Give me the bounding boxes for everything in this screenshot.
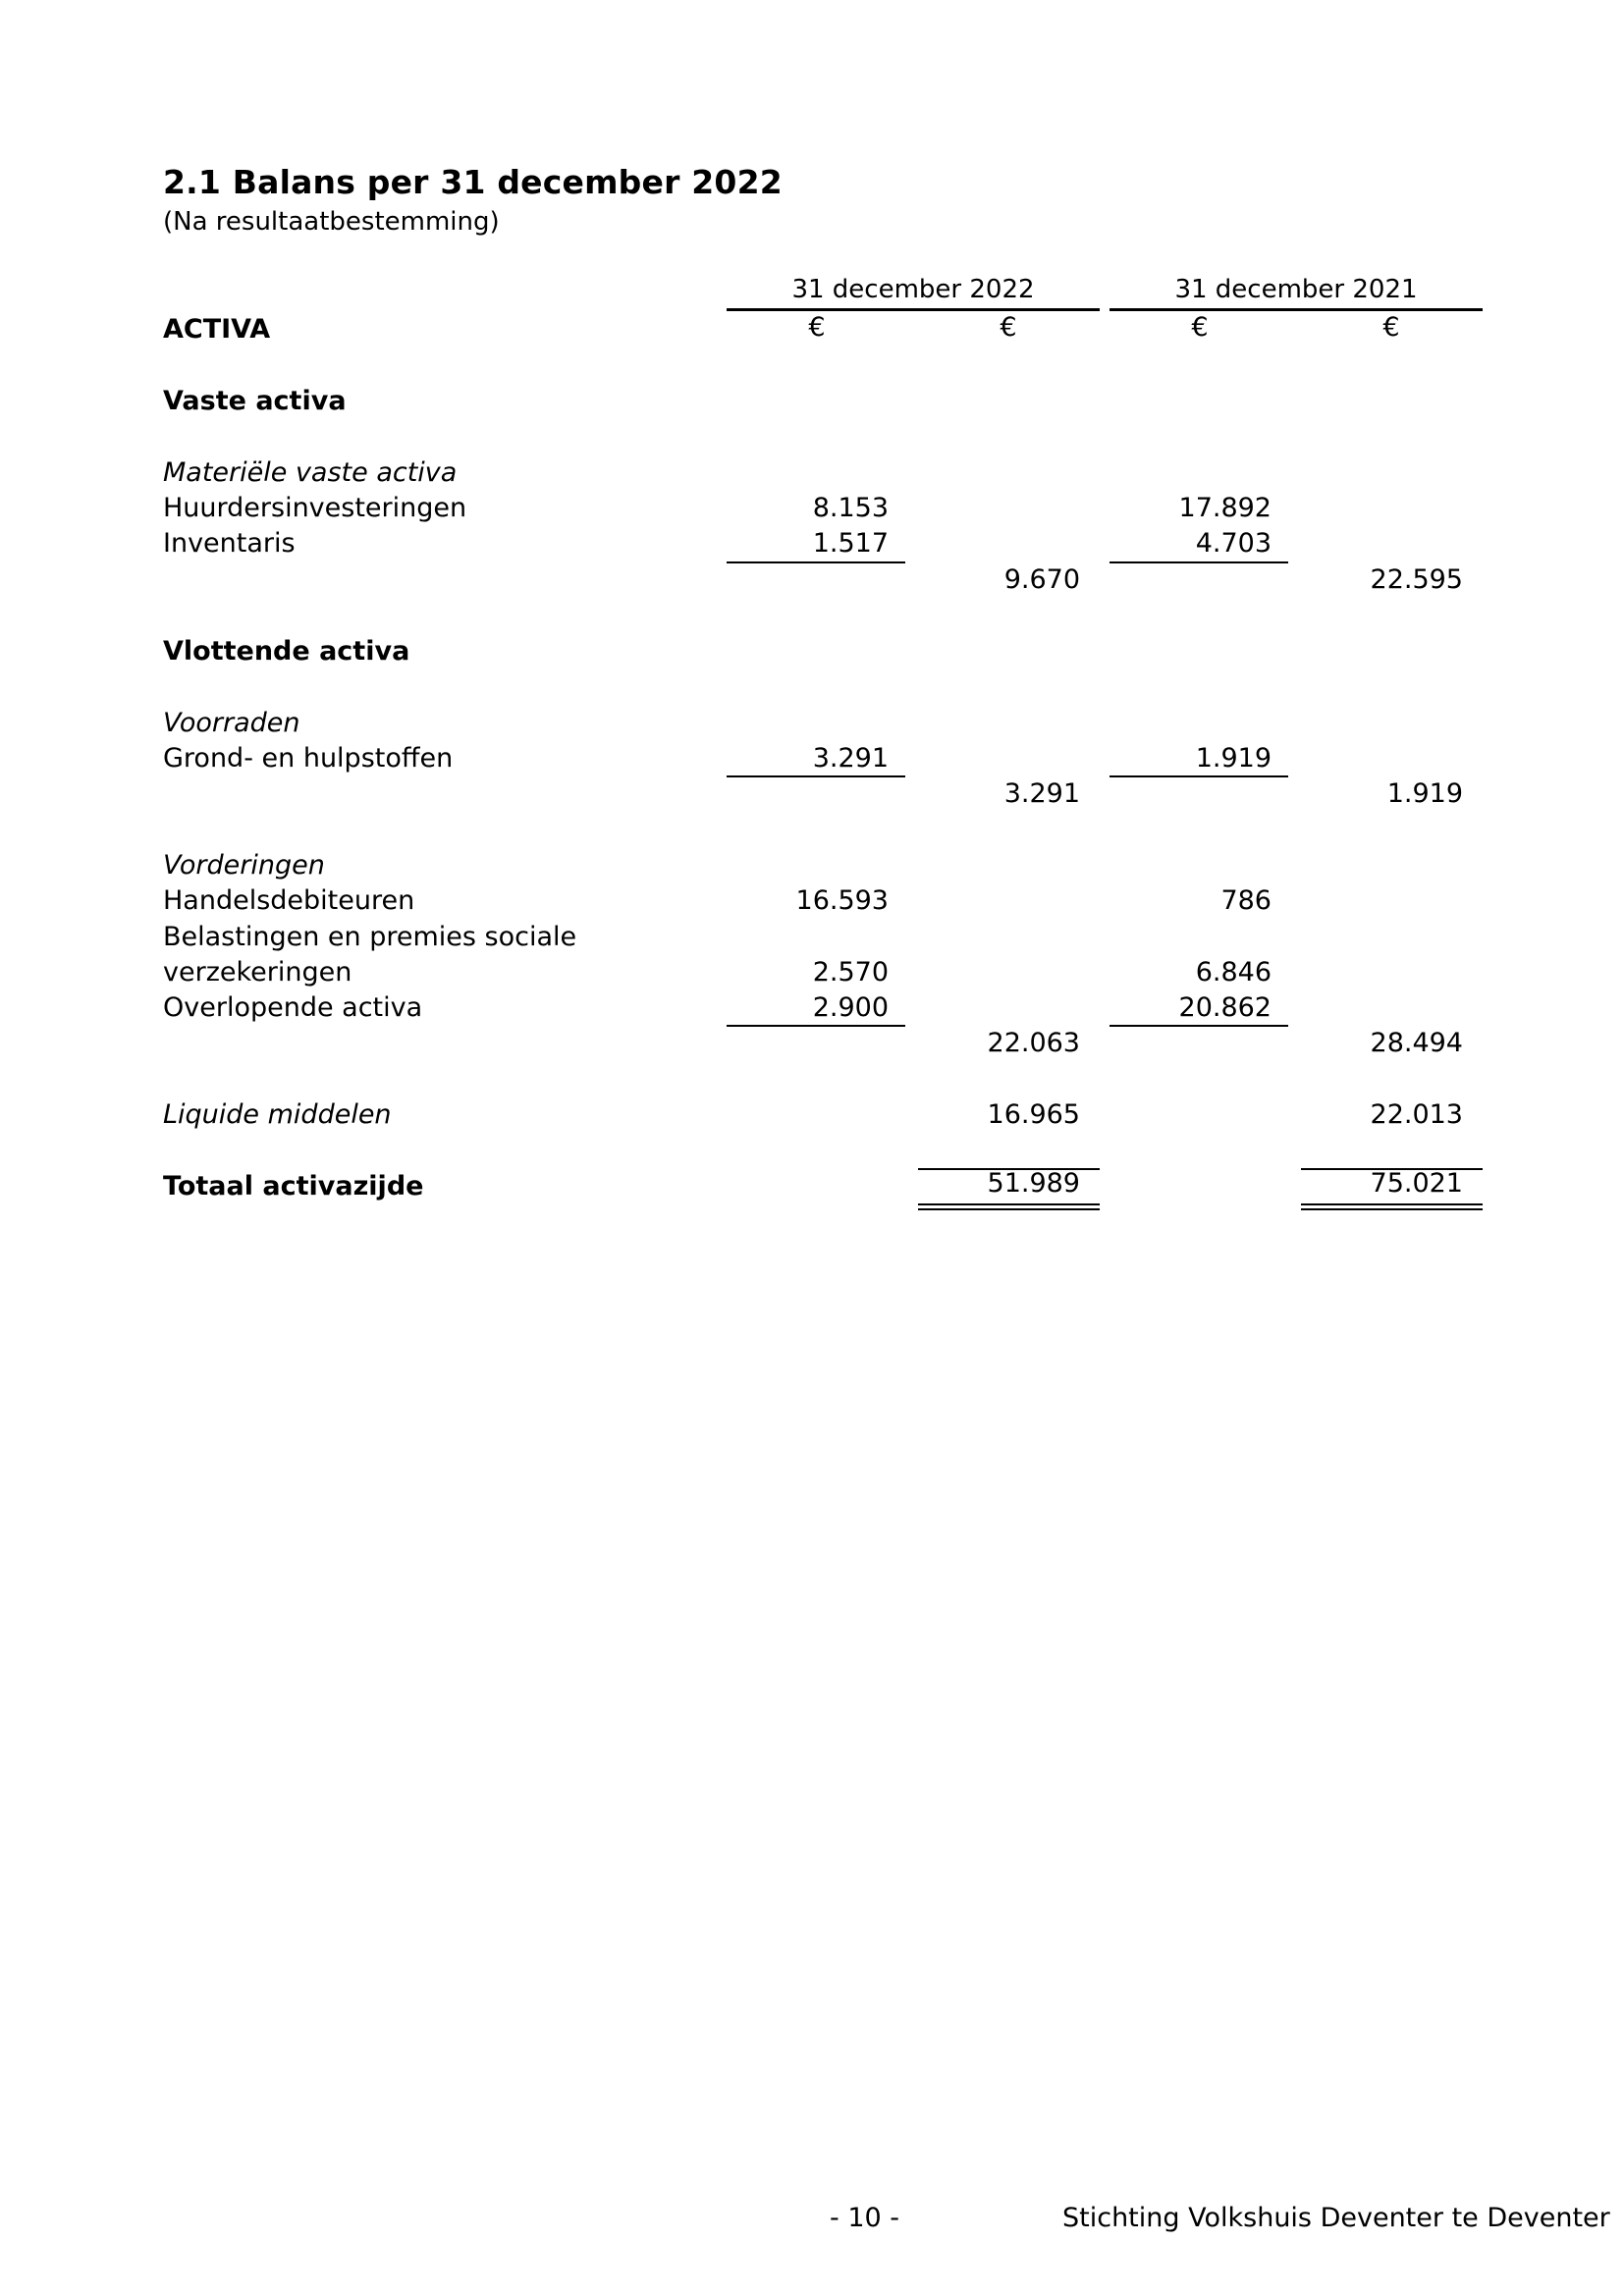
subtotal-value: 22.595 xyxy=(1370,564,1463,595)
subtotal-rule xyxy=(1110,561,1288,563)
currency-col2: € xyxy=(1000,312,1017,343)
row-label: Inventaris xyxy=(163,528,296,559)
page-subtitle: (Na resultaatbestemming) xyxy=(163,207,500,237)
value-cell: 16.965 xyxy=(987,1099,1080,1130)
subtotal-rule xyxy=(1110,775,1288,777)
value-cell: 1.517 xyxy=(812,528,889,559)
footer-organization: Stichting Volkshuis Deventer te Deventer xyxy=(1062,2203,1610,2233)
section-vlottende-activa: Vlottende activa xyxy=(163,636,410,667)
value-cell: 4.703 xyxy=(1195,528,1272,559)
value-cell: 17.892 xyxy=(1178,493,1272,523)
period-underline-2022 xyxy=(727,308,1100,311)
value-cell: 20.862 xyxy=(1178,992,1272,1023)
subtotal-value: 28.494 xyxy=(1370,1028,1463,1058)
value-cell: 16.593 xyxy=(795,885,889,916)
page-number: - 10 - xyxy=(830,2203,900,2233)
subsection-voorraden: Voorraden xyxy=(163,708,300,738)
subsection-materiele: Materiële vaste activa xyxy=(163,457,458,488)
value-cell: 6.846 xyxy=(1195,957,1272,988)
row-label: Grond- en hulpstoffen xyxy=(163,743,454,774)
value-cell: 3.291 xyxy=(812,743,889,774)
currency-col4: € xyxy=(1382,312,1400,343)
value-cell: 786 xyxy=(1220,885,1272,916)
subtotal-rule xyxy=(727,561,905,563)
page-title: 2.1 Balans per 31 december 2022 xyxy=(163,163,783,201)
row-label: Handelsdebiteuren xyxy=(163,885,415,916)
activa-label: ACTIVA xyxy=(163,314,271,345)
subtotal-rule xyxy=(1110,1025,1288,1027)
subtotal-value: 9.670 xyxy=(1003,564,1080,595)
value-cell: 8.153 xyxy=(812,493,889,523)
subtotal-rule xyxy=(727,775,905,777)
subtotal-value: 1.919 xyxy=(1386,778,1463,809)
section-vaste-activa: Vaste activa xyxy=(163,386,347,416)
value-cell: 22.013 xyxy=(1370,1099,1463,1130)
row-label-liquide: Liquide middelen xyxy=(163,1099,392,1130)
row-label-line1: Belastingen en premies sociale xyxy=(163,922,577,952)
total-value: 75.021 xyxy=(1370,1168,1463,1199)
currency-col3: € xyxy=(1191,312,1209,343)
subtotal-value: 3.291 xyxy=(1003,778,1080,809)
row-label: Huurdersinvesteringen xyxy=(163,493,467,523)
subtotal-value: 22.063 xyxy=(987,1028,1080,1058)
value-cell: 2.900 xyxy=(812,992,889,1023)
period-header-2022: 31 december 2022 xyxy=(791,275,1035,304)
subsection-vorderingen: Vorderingen xyxy=(163,850,325,881)
period-underline-2021 xyxy=(1110,308,1483,311)
total-label: Totaal activazijde xyxy=(163,1171,424,1201)
period-header-2021: 31 december 2021 xyxy=(1174,275,1418,304)
row-label: verzekeringen xyxy=(163,957,352,988)
value-cell: 2.570 xyxy=(812,957,889,988)
total-value: 51.989 xyxy=(987,1168,1080,1199)
row-label: Overlopende activa xyxy=(163,992,423,1023)
value-cell: 1.919 xyxy=(1195,743,1272,774)
subtotal-rule xyxy=(727,1025,905,1027)
currency-col1: € xyxy=(808,312,826,343)
total-double-rule xyxy=(1301,1203,1483,1210)
total-double-rule xyxy=(918,1203,1100,1210)
